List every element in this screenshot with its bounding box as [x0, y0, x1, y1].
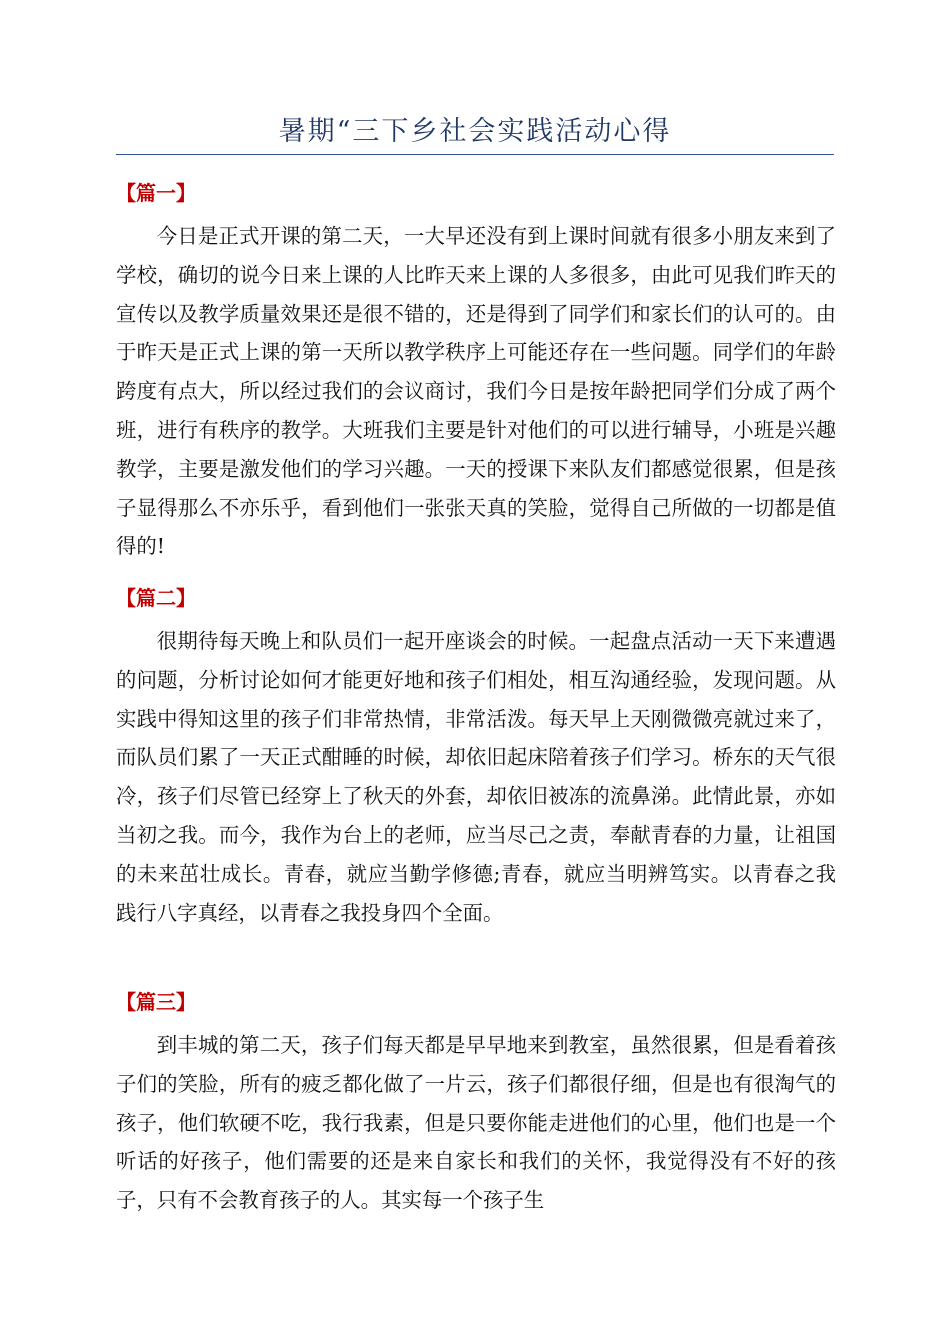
section-2-heading: 【篇二】 [116, 586, 196, 610]
page-title: 暑期“三下乡社会实践活动心得 [278, 116, 672, 147]
section-3 [116, 987, 836, 1220]
section-2-paragraph: 很期待每天晚上和队员们一起开座谈会的时候。一起盘点活动一天下来遭遇的问题，分析讨论如何才能更好地和孩子们相处，相互沟通经验，发现问题。从实践中得知这里的孩子们非常热情，非常活泼。每天早上天刚微微亮就过来了，而队员们累了一天正式酣睡的时候，却依旧起床陪着孩子们学习。桥东的天气很冷，孩子们尽管已经穿上了秋天的外套，却依旧被冻的流鼻涕。此情此景，亦如当初之我。而今，我作为台上的老师，应当尽己之责，奉献青春的力量，让祖国的未来茁壮成长。青春，就应当勤学修德;青春，就应当明辨笃实。以青春之我践行八字真经，以青春之我投身四个全面。 [116, 629, 836, 925]
section-1 [116, 178, 836, 566]
section-3-paragraph: 到丰城的第二天，孩子们每天都是早早地来到教室，虽然很累，但是看着孩子们的笑脸，所有的疲乏都化做了一片云，孩子们都很仔细，但是也有很淘气的孩子，他们软硬不吃，我行我素，但是只要你能走进他们的心里，他们也是一个听话的好孩子，他们需要的还是来自家长和我们的关怀，我觉得没有不好的孩子，只有不会教育孩子的人。其实每一个孩子生 [116, 1033, 836, 1213]
section-1-heading: 【篇一】 [116, 181, 196, 205]
section-3-heading: 【篇三】 [116, 990, 196, 1014]
title-divider [116, 154, 834, 155]
section-2 [116, 583, 836, 932]
section-1-paragraph: 今日是正式开课的第二天，一大早还没有到上课时间就有很多小朋友来到了学校，确切的说今日来上课的人比昨天来上课的人多很多，由此可见我们昨天的宣传以及教学质量效果还是很不错的，还是得到了同学们和家长们的认可的。由于昨天是正式上课的第一天所以教学秩序上可能还存在一些问题。同学们的年龄跨度有点大，所以经过我们的会议商讨，我们今日是按年龄把同学们分成了两个班，进行有秩序的教学。大班我们主要是针对他们的可以进行辅导，小班是兴趣教学，主要是激发他们的学习兴趣。一天的授课下来队友们都感觉很累，但是孩子显得那么不亦乐乎，看到他们一张张天真的笑脸，觉得自己所做的一切都是值得的! [116, 224, 836, 559]
